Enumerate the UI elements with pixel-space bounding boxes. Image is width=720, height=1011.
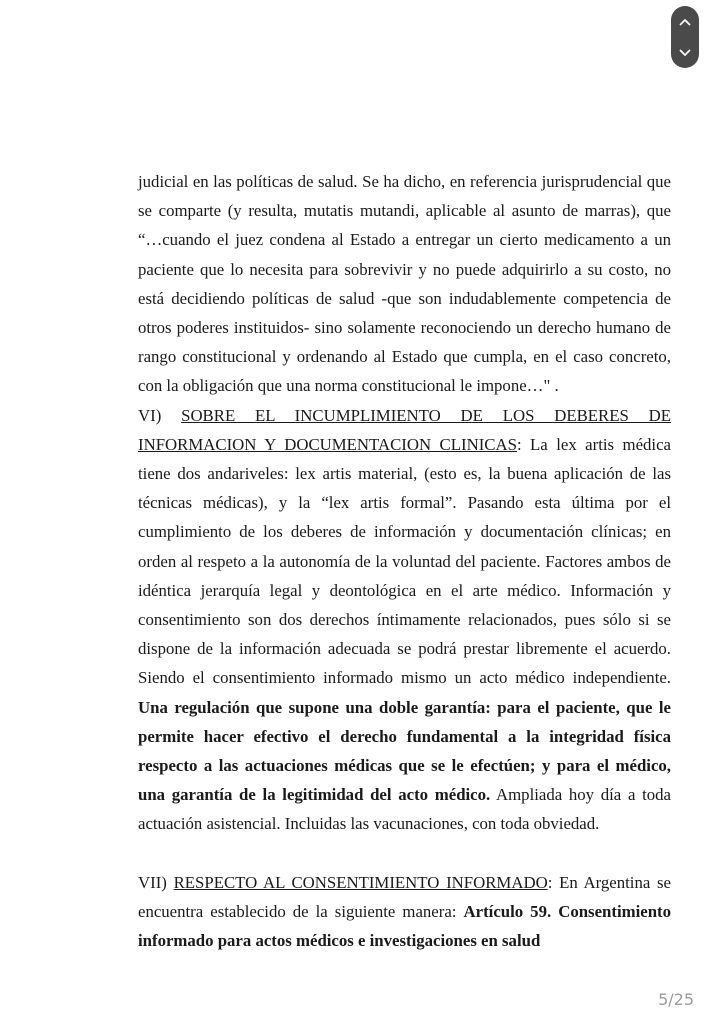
section-vi-tail: Ampliada hoy día a toda actuación asistencial. Incluidas las vacunaciones, con toda obviedad. [138, 785, 671, 834]
section-vi-number: VI) [138, 405, 182, 425]
section-vii-bold-text: Artículo 59. Consentimiento informado para actos médicos e investigaciones en salud [138, 901, 672, 951]
scroll-up-button[interactable] [671, 9, 699, 35]
section-vi [138, 401, 671, 839]
document-page [138, 167, 671, 955]
chevron-down-icon [679, 49, 691, 57]
section-vii-number: VII) [138, 872, 174, 892]
section-vi-heading: SOBRE EL INCUMPLIMIENTO DE LOS DEBERES DE INFORMACION Y DOCUMENTACION CLINICAS [138, 405, 671, 454]
section-vii [138, 868, 671, 956]
section-vi-body: : La lex artis médica tiene dos andariveles: lex artis material, (esto es, la buena aplicación de las técnicas médicas), y la “lex artis formal”. Pasando esta última por el cumplimiento de los deberes de información y documentación clínicas; en orden al respeto a la autonomía de la voluntad del paciente. Factores ambos de idéntica jerarquía legal y deontológica en el arte médico. Información y consentimiento son dos derechos íntimamente relacionados, pues sólo si se dispone de la información adecuada se podrá prestar libremente el acuerdo. Siendo el consentimiento informado mismo un acto médico independiente. [138, 434, 671, 688]
section-vii-body: : En Argentina se encuentra establecido de la siguiente manera: [138, 872, 671, 921]
chevron-up-icon [679, 18, 691, 26]
scroll-down-button[interactable] [671, 40, 699, 66]
paragraph-jurisprudence: judicial en las políticas de salud. Se ha dicho, en referencia jurisprudencial que se comparte (y resulta, mutatis mutandi, aplicable al asunto de marras), que “…cuando el juez condena al Estado a entregar un cierto medicamento a un paciente que lo necesita para sobrevivir y no puede adquirirlo a su costo, no está decidiendo políticas de salud -que son indudablemente competencia de otros poderes instituidos- sino solamente reconociendo un derecho humano de rango constitucional y ordenando al Estado que cumpla, en el caso concreto, con la obligación que una norma constitucional le impone…" . [138, 172, 671, 396]
paragraph-gap [138, 839, 671, 868]
section-vii-heading: RESPECTO AL CONSENTIMIENTO INFORMADO [173, 872, 548, 892]
page-scroll-control[interactable] [671, 6, 699, 68]
page-indicator: 5/25 [658, 990, 694, 1009]
section-vi-bold-text: Una regulación que supone una doble garantía: para el paciente, que le permite hacer efectivo el derecho fundamental a la integridad física respecto a las actuaciones médicas que se le efectúen; y para el médico, una garantía de la legitimidad del acto médico. [138, 697, 671, 805]
